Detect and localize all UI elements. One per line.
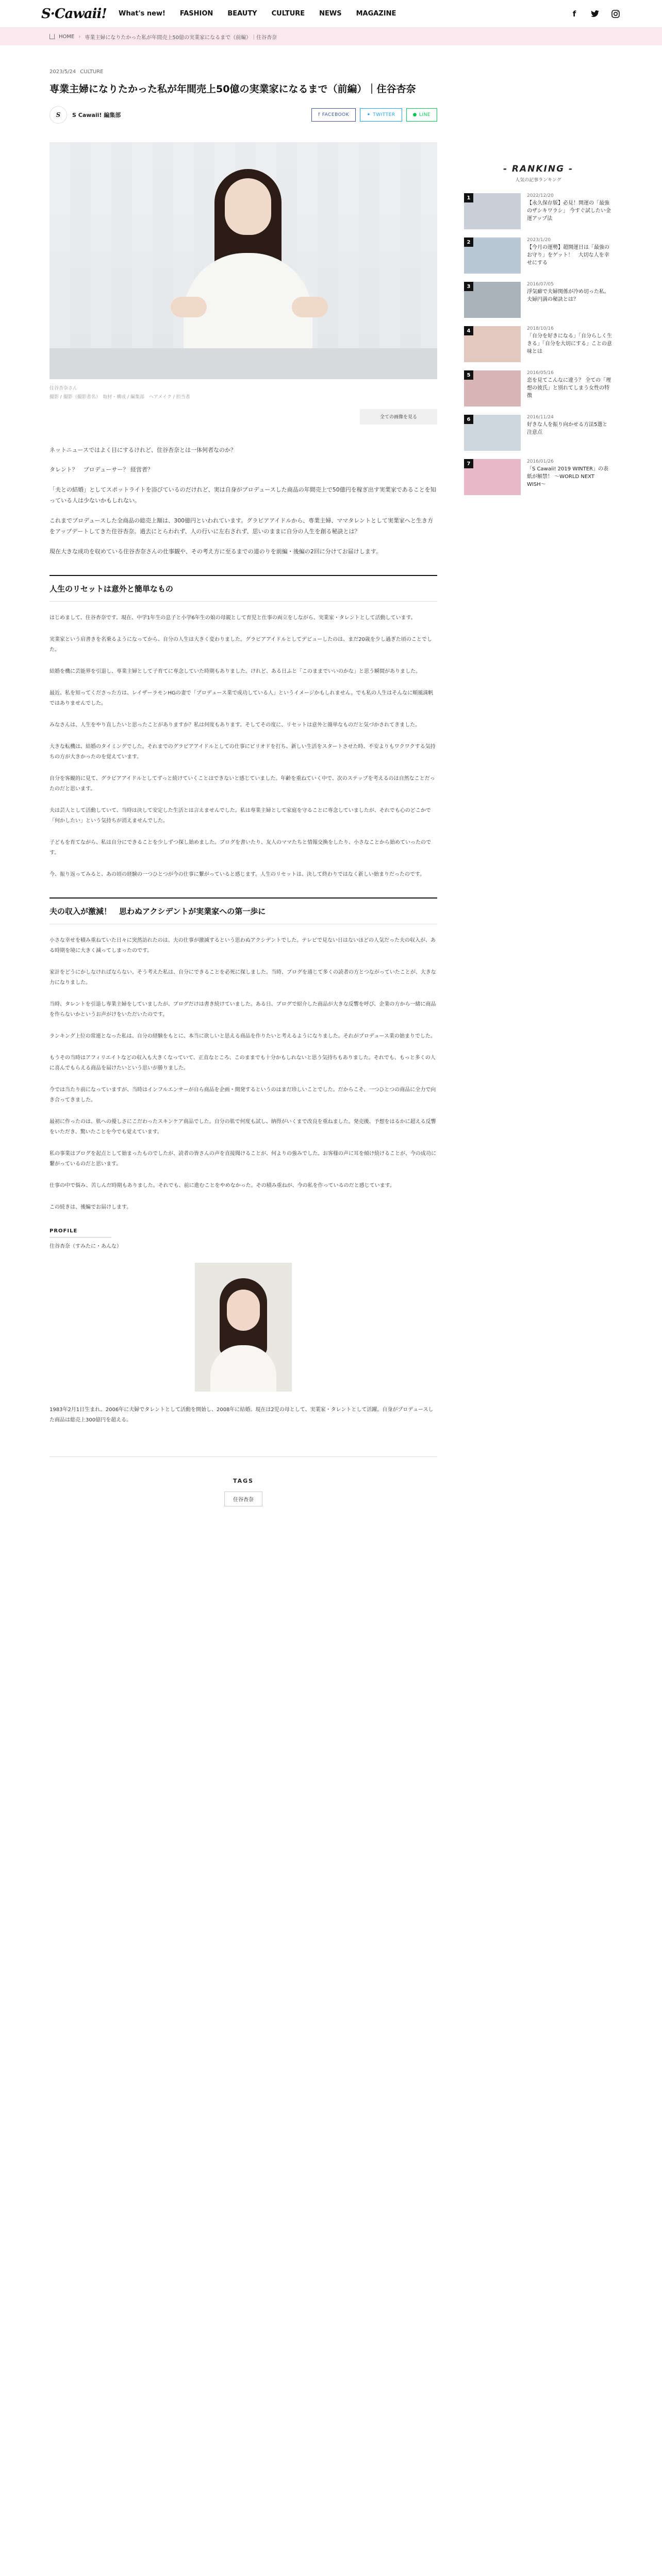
ranking-title: - RANKING -	[503, 164, 574, 174]
page-body	[0, 45, 662, 1506]
tags-title: TAGS	[233, 1477, 254, 1484]
ranking-info	[527, 370, 613, 406]
tag-link[interactable]: 住谷杏奈	[224, 1492, 262, 1506]
author-avatar: S	[49, 106, 67, 124]
body-paragraph: 大きな転機は、結婚のタイミングでした。それまでのグラビアアイドルとしての仕事にピリオドを打ち、新しい生活をスタートさせた時、不安よりもワクワクする気持ちの方が大きかったのを覚えています。	[49, 743, 436, 760]
body-paragraph: 仕事の中で悩み、苦しんだ時期もありました。それでも、前に進むことをやめなかった。その積み重ねが、今の私を作っているのだと感じています。	[49, 1182, 395, 1189]
ranking-info	[527, 238, 613, 274]
share-line-button[interactable]	[406, 108, 437, 122]
ranking-thumbnail[interactable]	[464, 326, 521, 362]
intro-paragraph: ネットニュースではよく目にするけれど、住谷杏奈とは一体何者なのか？	[49, 446, 237, 453]
profile-text: 1983年2月1日生まれ。2006年に夫婦でタレントとして活動を開始し、2008年に結婚。現在は2児の母として、実業家・タレントとして活躍。自身がプロデュースした商品は総売上300億円を超える。	[49, 1406, 434, 1423]
body-paragraph: 結婚を機に芸能界を引退し、専業主婦として子育てに専念していた時期もありました。けれど、ある日ふと「このままでいいのかな」と思う瞬間がありました。	[49, 668, 421, 674]
hero-table	[49, 348, 437, 379]
ranking-date: 2016/11/24	[527, 415, 554, 420]
instagram-icon[interactable]	[610, 9, 621, 19]
ranking-date: 2023/1/20	[527, 238, 551, 243]
breadcrumb-current: 専業主婦になりたかった私が年間売上50億の実業家になるまで（前編）｜住谷杏奈	[85, 35, 277, 41]
site-logo[interactable]: S·Cawaii!	[41, 6, 107, 22]
facebook-icon[interactable]: f	[572, 9, 576, 19]
section-1-body	[49, 613, 437, 880]
body-paragraph: 当時、タレントを引退し専業主婦をしていましたが、ブログだけは書き続けていました。ある日、ブログで紹介した商品が大きな反響を呼び、企業の方から一緒に商品を作らないかというお声がけをいただいたのです。	[49, 1001, 436, 1018]
section-2-body	[49, 936, 437, 1213]
ranking-date: 2022/12/20	[527, 193, 554, 198]
ranking-list	[464, 193, 613, 495]
view-all-images-button[interactable]: 全ての画像を見る	[360, 409, 437, 425]
body-paragraph: 私の事業はブログを起点として始まったものでしたが、読者の皆さんの声を直接聞けることが、何よりの強みでした。お客様の声に耳を傾け続けることが、今の成功に繋がっているのだと思います。	[49, 1150, 436, 1167]
body-paragraph: 自分を客観的に見て、グラビアアイドルとしてずっと続けていくことはできないと感じていました。年齢を重ねていく中で、次のステップを考えるのは自然なことだったのだと思います。	[49, 775, 435, 792]
ranking-thumbnail[interactable]	[464, 415, 521, 451]
ranking-info	[527, 459, 613, 495]
sidebar	[464, 45, 613, 1506]
twitter-icon: ✦	[367, 112, 371, 117]
ranking-link[interactable]: 【永久保存版】必見！開運の「最強のザシキワラシ」 今すぐ試したい金運アップ法	[527, 200, 611, 222]
ranking-item[interactable]	[464, 415, 613, 451]
share-twitter-label: TWITTER	[373, 112, 395, 117]
article	[49, 45, 437, 1506]
social-links	[569, 9, 621, 19]
ranking-info	[527, 326, 613, 362]
ranking-thumbnail[interactable]	[464, 193, 521, 229]
ranking-number: 3	[464, 282, 473, 291]
share-line-label: LINE	[419, 112, 431, 117]
home-icon	[49, 34, 55, 39]
share-buttons	[311, 108, 437, 122]
body-paragraph: 小さな幸せを積み重ねていた日々に突然訪れたのは、夫の仕事が激減するという思わぬアクシデントでした。テレビで見ない日はないほどの人気だった夫の収入が、ある時期を境に大きく減ってしまったのです。	[49, 937, 436, 954]
hero-person-hand-left	[171, 297, 207, 317]
section-heading-1: 人生のリセットは意外と簡単なもの	[49, 575, 437, 602]
ranking-item[interactable]	[464, 282, 613, 318]
ranking-number: 6	[464, 415, 473, 424]
profile-photo-face	[227, 1290, 260, 1331]
intro-paragraph: 現在大きな成功を収めている住谷杏奈さんの仕事観や、その考え方に至るまでの道のりを前編・後編の2回に分けてお届けします。	[49, 548, 382, 555]
image-caption: 住谷杏奈さん	[49, 385, 78, 391]
ranking-thumbnail[interactable]	[464, 238, 521, 274]
ranking-item[interactable]	[464, 193, 613, 229]
body-paragraph: 夫は芸人として活動していて、当時は決して安定した生活とは言えませんでした。私は専業主婦として家庭を守ることに専念していましたが、それでも心のどこかで「何かしたい」という気持ちが消えませんでした。	[49, 807, 431, 824]
author-row	[49, 106, 437, 124]
share-facebook-label: FACEBOOK	[322, 112, 350, 117]
line-icon: ●	[412, 112, 417, 117]
share-twitter-button[interactable]	[360, 108, 402, 122]
body-paragraph: 最初に作ったのは、肌への優しさにこだわったスキンケア商品でした。自分の肌で何度も試し、納得がいくまで改良を重ねました。発売後、予想をはるかに超える反響をいただき、驚いたことを今でも覚えています。	[49, 1118, 436, 1135]
breadcrumb-separator: ›	[78, 33, 81, 40]
nav-culture[interactable]: CULTURE	[271, 10, 305, 18]
author	[49, 106, 121, 124]
twitter-icon[interactable]	[590, 9, 600, 19]
ranking-item[interactable]	[464, 459, 613, 495]
facebook-icon: f	[318, 112, 320, 117]
ranking-thumbnail[interactable]	[464, 370, 521, 406]
breadcrumb	[0, 28, 662, 45]
nav-magazine[interactable]: MAGAZINE	[356, 10, 396, 18]
ranking-link[interactable]: 恋を見てこんなに違う？ 全ての「理想の彼氏」と別れてしまう女性の特徴	[527, 378, 611, 399]
article-title: 専業主婦になりたかった私が年間売上50億の実業家になるまで（前編）｜住谷杏奈	[49, 83, 416, 95]
body-paragraph: 実業家という肩書きを名乗るようになってから、自分の人生は大きく変わりました。グラビアアイドルとしてデビューしたのは、まだ20歳を少し過ぎた頃のことでした。	[49, 636, 432, 653]
tags-section	[49, 1456, 437, 1506]
share-facebook-button[interactable]	[311, 108, 356, 122]
nav-whats-new[interactable]: What's new!	[119, 10, 166, 18]
nav-fashion[interactable]: FASHION	[179, 10, 213, 18]
article-intro	[49, 445, 437, 557]
profile-name: 住谷杏奈（すみたに・あんな）	[49, 1243, 122, 1249]
ranking-thumbnail[interactable]	[464, 282, 521, 318]
ranking-info	[527, 415, 613, 451]
author-name[interactable]: S Cawaii! 編集部	[72, 111, 121, 118]
ranking-link[interactable]: 「S Cawaii! 2019 WINTER」の表紙が解禁！ 〜WORLD NEXT WISH〜	[527, 466, 609, 487]
intro-paragraph: これまでプロデュースした全商品の総売上額は、300億円といわれています。グラビアアイドルから、専業主婦、ママタレントとして実業家へと生き方をアップデートしてきた住谷杏奈。過去にとらわれず、人の行いに左右されず、思いのままに自分の人生を創る秘訣とは？	[49, 517, 433, 535]
intro-paragraph: 「夫との結婚」としてスポットライトを浴びているのだけれど、実は自身がプロデュースした商品の年間売上で50億円を稼ぎ出す実業家であることを知っている人は少ないかもしれない。	[49, 486, 436, 504]
ranking-item[interactable]	[464, 326, 613, 362]
nav-beauty[interactable]: BEAUTY	[227, 10, 257, 18]
body-paragraph: この続きは、後編でお届けします。	[49, 1204, 132, 1210]
breadcrumb-home[interactable]: HOME	[59, 33, 75, 40]
ranking-item[interactable]	[464, 370, 613, 406]
hero-person-face	[225, 178, 271, 235]
ranking-number: 1	[464, 193, 473, 202]
body-paragraph: 子どもを育てながら、私は自分にできることを少しずつ探し始めました。ブログを書いたり、友人のママたちと情報交換をしたり、小さなことから始めていったのです。	[49, 839, 431, 856]
article-category[interactable]: CULTURE	[80, 69, 104, 75]
body-paragraph: はじめまして、住谷杏奈です。現在、中学1年生の息子と小学6年生の娘の母親として育児と仕事の両立をしながら、実業家・タレントとして活動しています。	[49, 615, 416, 621]
body-paragraph: 家計をどうにかしなければならない。そう考えた私は、自分にできることを必死に探しました。当時、ブログを通じて多くの読者の方とつながっていたことが、大きな力になりました。	[49, 969, 436, 986]
body-paragraph: 今では当たり前になっていますが、当時はインフルエンサーが自ら商品を企画・開発するというのはまだ珍しいことでした。だからこそ、一つひとつの商品に全力で向き合ってきました。	[49, 1087, 436, 1103]
main-nav	[119, 10, 396, 18]
ranking-info	[527, 282, 613, 318]
ranking-date: 2016/05/16	[527, 370, 554, 376]
profile-photo	[195, 1263, 292, 1392]
body-paragraph: ランキング上位の常連となった私は、自分の経験をもとに、本当に欲しいと思える商品を作りたいと考えるようになりました。それがプロデュース業の始まりでした。	[49, 1033, 436, 1039]
ranking-info	[527, 193, 613, 229]
hero-image	[49, 142, 437, 379]
ranking-thumbnail[interactable]	[464, 459, 521, 495]
body-paragraph: 最近、私を知ってくださった方は、レイザーラモンHGの妻で「プロデュース業で成功している人」というイメージかもしれません。でも私の人生はそんなに順風満帆ではありませんでした。	[49, 690, 434, 706]
body-paragraph: みなさんは、人生をやり直したいと思ったことがありますか？私は何度もあります。そしてその度に、リセットは意外と簡単なものだと気づかされてきました。	[49, 722, 421, 728]
ranking-number: 2	[464, 238, 473, 247]
article-meta	[49, 69, 437, 75]
nav-news[interactable]: NEWS	[319, 10, 342, 18]
ranking-date: 2018/10/16	[527, 326, 554, 331]
image-credit: 撮影 / 撮影（撮影者名） 取材・構成 / 編集部 ヘアメイク / 担当者	[49, 394, 190, 400]
ranking-number: 4	[464, 326, 473, 335]
intro-paragraph: タレント？ プロデューサー？ 経営者？	[49, 466, 153, 473]
body-paragraph: 今、振り返ってみると、あの頃の経験の一つひとつが今の仕事に繋がっていると感じます。人生のリセットは、決して終わりではなく新しい始まりだったのです。	[49, 871, 425, 877]
ranking-subtitle: 人気の記事ランキング	[515, 178, 561, 183]
section-heading-2: 夫の収入が激減！ 思わぬアクシデントが実業家への第一歩に	[49, 897, 437, 924]
ranking-link[interactable]: 好きな人を振り向かせる方法5選と注意点	[527, 422, 608, 435]
ranking-item[interactable]	[464, 238, 613, 274]
ranking-date: 2016/07/05	[527, 282, 554, 287]
ranking-number: 5	[464, 370, 473, 380]
ranking-date: 2016/01/26	[527, 459, 554, 464]
hero-person-hand-right	[292, 297, 328, 317]
ranking-link[interactable]: 浮気癖で夫婦関係が冷め切った私。夫婦円満の秘訣とは？	[527, 289, 609, 302]
ranking-number: 7	[464, 459, 473, 468]
ranking-link[interactable]: 「自分を好きになる」「自分らしく生きる」「自分を大切にする」ことの意味とは	[527, 333, 612, 354]
body-paragraph: もうその当時はアフィリエイトなどの収入も大きくなっていて、正直なところ、このままでも十分かもしれないと思う気持ちもありました。それでも、もっと多くの人に喜んでもらえる商品を届けたいという思いが勝りました。	[49, 1055, 436, 1071]
site-header	[0, 0, 662, 28]
article-date: 2023/5/24	[49, 69, 76, 75]
ranking-link[interactable]: 【今月の運勢】超開運日は「最強のお守り」をゲット！ 大切な人を幸せにする	[527, 245, 609, 266]
profile-label: PROFILE	[49, 1228, 111, 1238]
